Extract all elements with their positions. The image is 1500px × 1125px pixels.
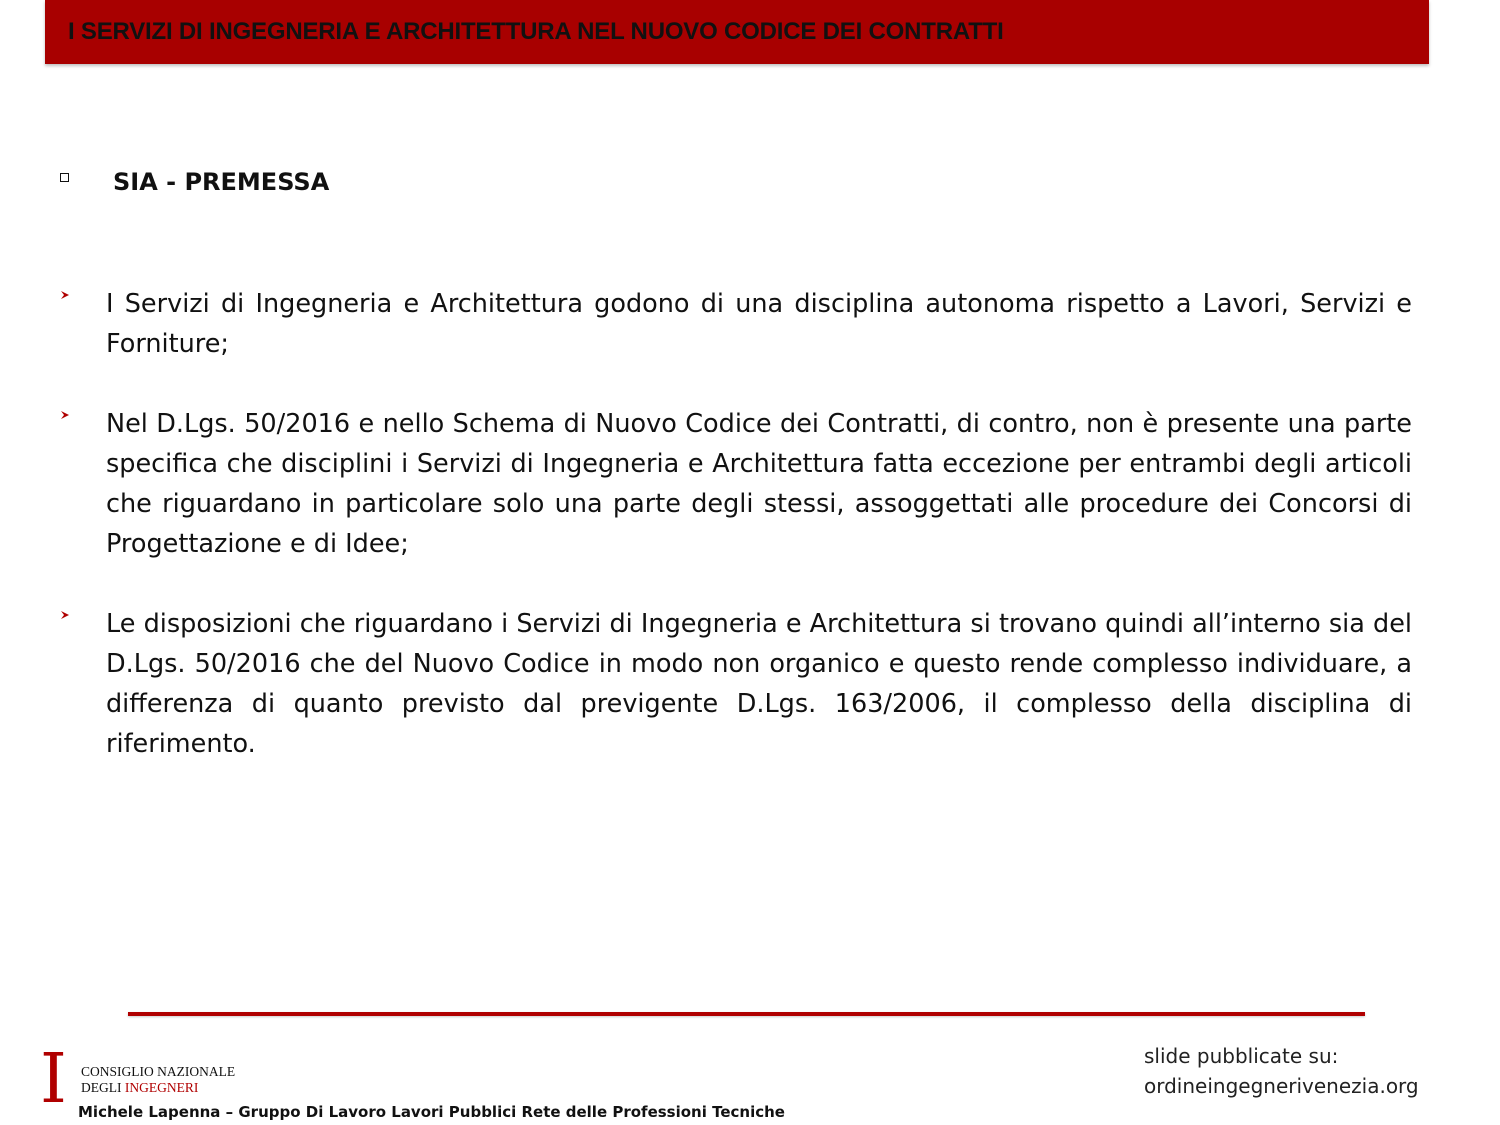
- square-bullet-icon: [60, 173, 69, 182]
- list-item: [60, 284, 1412, 364]
- bullet-list: [60, 284, 1412, 804]
- list-item: [60, 404, 1412, 564]
- section-heading: [60, 168, 329, 196]
- published-label: slide pubblicate su:: [1144, 1044, 1339, 1068]
- logo-line-2: [81, 1080, 235, 1096]
- logo-line-2-prefix: DEGLI: [81, 1080, 125, 1095]
- published-note: [1144, 1041, 1419, 1101]
- section-title: SIA - PREMESSA: [113, 168, 330, 196]
- published-site: ordineingegnerivenezia.org: [1144, 1074, 1419, 1098]
- bullet-text: Nel D.Lgs. 50/2016 e nello Schema di Nuovo Codice dei Contratti, di contro, non è presente una parte specifica che disciplini i Servizi di Ingegneria e Architettura fatta eccezione per entrambi degli articoli che riguardano in particolare solo una parte degli stessi, assoggettati alle procedure dei Concorsi di Progettazione e di Idee;: [106, 409, 1412, 559]
- logo-line-2-highlight: INGEGNERI: [124, 1080, 199, 1095]
- arrow-bullet-icon: [60, 604, 106, 764]
- list-item: [60, 604, 1412, 764]
- arrow-bullet-icon: [60, 404, 106, 564]
- footer-divider: [128, 1012, 1365, 1016]
- arrow-bullet-icon: [60, 284, 106, 364]
- logo-text: [81, 1064, 235, 1096]
- title-bar: [45, 0, 1429, 64]
- bullet-text: I Servizi di Ingegneria e Architettura godono di una disciplina autonoma rispetto a Lavori, Servizi e Forniture;: [106, 289, 1412, 359]
- author-credit: Michele Lapenna – Gruppo Di Lavoro Lavori Pubblici Rete delle Professioni Tecniche: [78, 1103, 785, 1121]
- bullet-text: Le disposizioni che riguardano i Servizi di Ingegneria e Architettura si trovano quindi all’interno sia del D.Lgs. 50/2016 che del Nuovo Codice in modo non organico e questo rende complesso individuare, a differenza di quanto previsto dal previgente D.Lgs. 163/2006, il complesso della disciplina di riferimento.: [106, 609, 1412, 759]
- logo-line-1: CONSIGLIO NAZIONALE: [81, 1064, 236, 1079]
- logo-letter: I: [40, 1040, 67, 1119]
- slide-title: I SERVIZI DI INGEGNERIA E ARCHITETTURA NEL NUOVO CODICE DEI CONTRATTI: [68, 18, 1004, 45]
